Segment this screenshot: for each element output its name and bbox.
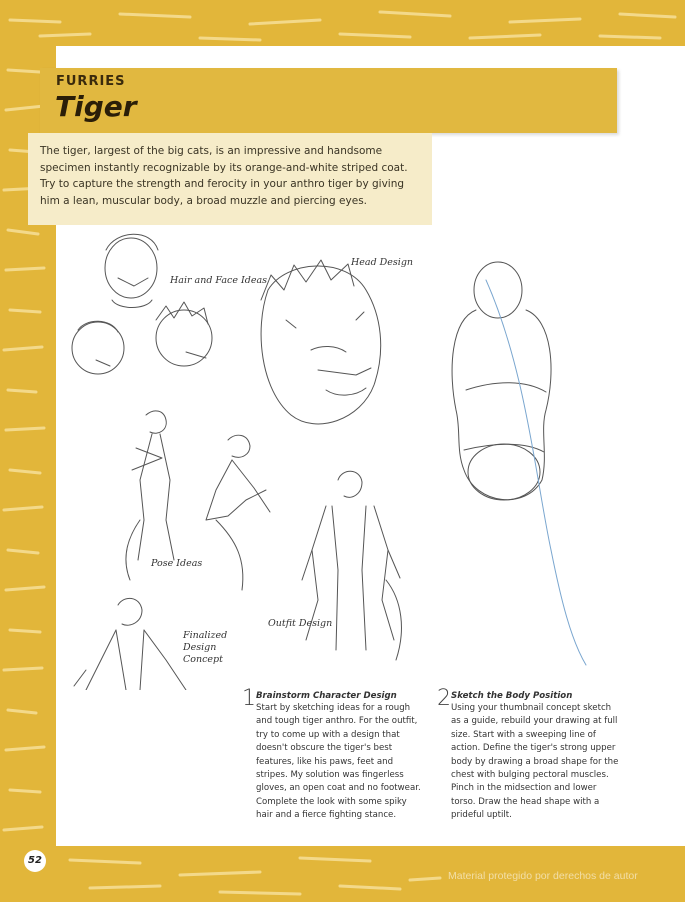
step-1-title: Brainstorm Character Design [256, 691, 397, 701]
step-2-number: 2 [437, 686, 451, 711]
section-kicker: FURRIES [56, 74, 126, 89]
intro-paragraph: The tiger, largest of the big cats, is an impressive and handsome specimen instantly recognizable by its orange-and-white striped coat. Try to capture the strength and ferocity in your anthro tiger by giving him a lean, muscular body, a broad muzzle and piercing eyes. [28, 133, 432, 225]
caption-finalized-concept [183, 630, 227, 666]
page-title: Tiger [55, 90, 137, 123]
sketch-illustrations [56, 220, 685, 690]
copyright-watermark: Material protegido por derechos de autor [448, 870, 638, 882]
caption-finalized-line2: Design [183, 642, 217, 653]
line-of-action [486, 280, 586, 665]
head-design-sketch [261, 260, 381, 424]
finalized-concept-sketch [74, 598, 186, 690]
step-2 [437, 686, 621, 823]
header-band [40, 68, 617, 133]
step-1-text: Start by sketching ideas for a rough and tough tiger anthro. For the outfit, try to come up with a design that doesn't obscure the tiger's best features, like his paws, feet and stripes. My solution was fingerless gloves, an open coat and no footwear. Complete the look with some spiky hair and a fierce fighting stance. [256, 703, 421, 821]
step-1 [242, 686, 426, 823]
caption-pose-ideas: Pose Ideas [151, 558, 203, 569]
caption-finalized-line3: Concept [183, 654, 223, 665]
page-number: 52 [24, 850, 46, 872]
caption-finalized-line1: Finalized [183, 630, 228, 641]
caption-head-design: Head Design [351, 257, 414, 268]
step-1-number: 1 [242, 686, 256, 711]
step-2-text: Using your thumbnail concept sketch as a guide, rebuild your drawing at full size. Start with a sweeping line of action. Define the tiger's strong upper body by drawing a broad shape for the chest with bulging pectoral muscles. Pinch in the midsection and lower torso. Draw the head shape with a prideful uptilt. [451, 703, 619, 821]
body-position-sketch [452, 262, 551, 500]
caption-hair-face: Hair and Face Ideas [170, 275, 267, 286]
outfit-design-sketch [302, 471, 401, 660]
caption-outfit-design: Outfit Design [268, 618, 333, 629]
hair-face-sketches [72, 234, 212, 374]
step-2-title: Sketch the Body Position [451, 691, 573, 701]
